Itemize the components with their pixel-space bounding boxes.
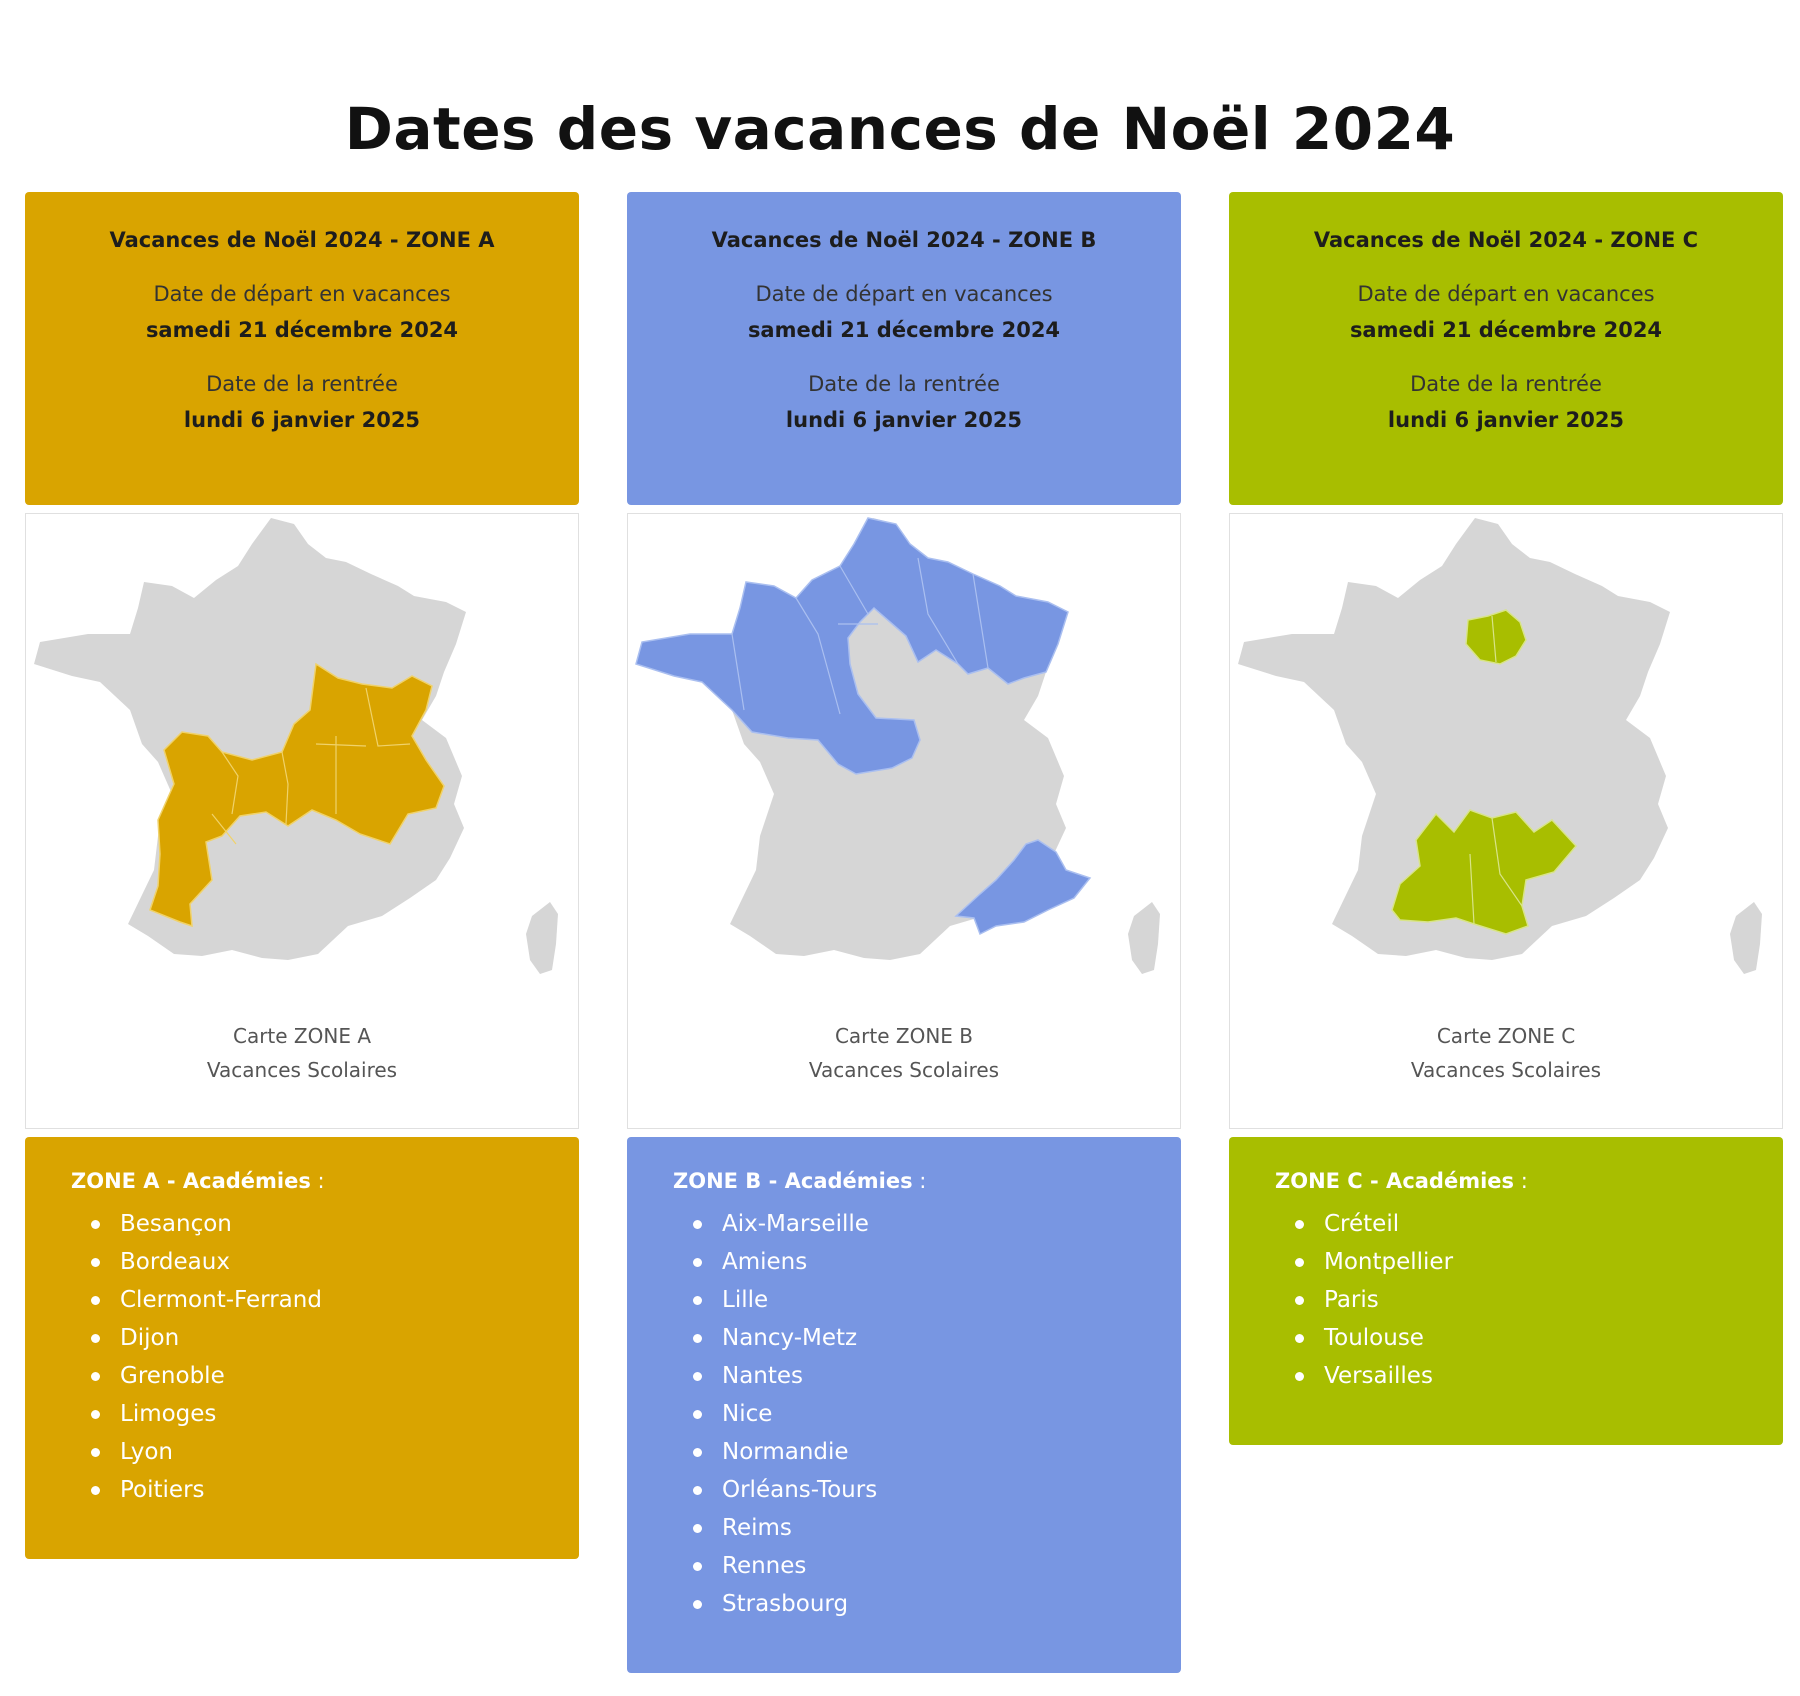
academy-name: Grenoble	[120, 1363, 225, 1389]
academy-name: Amiens	[722, 1249, 808, 1275]
corsica	[1128, 902, 1160, 974]
bullet-icon	[693, 1486, 702, 1495]
academy-name: Besançon	[120, 1211, 232, 1237]
zone-a-academies-title-text: ZONE A - Académies	[71, 1169, 311, 1193]
bullet-icon	[91, 1220, 100, 1229]
zone-b-column	[627, 192, 1181, 1673]
list-item	[71, 1357, 579, 1395]
zone-c-rentree-label: Date de la rentrée	[1410, 372, 1602, 396]
list-item	[71, 1281, 579, 1319]
zone-a-map-card	[25, 513, 579, 1129]
zone-a-academies-colon: :	[310, 1169, 325, 1193]
zone-c-academies-list	[1275, 1205, 1783, 1395]
bullet-icon	[693, 1524, 702, 1533]
bullet-icon	[693, 1600, 702, 1609]
zone-c-france-map	[1230, 514, 1782, 1014]
zone-b-map-subcaption: Vacances Scolaires	[808, 1058, 1000, 1082]
bullet-icon	[1295, 1258, 1304, 1267]
bullet-icon	[91, 1448, 100, 1457]
zone-b-academies-box	[627, 1137, 1181, 1673]
list-item	[673, 1395, 1181, 1433]
list-item	[71, 1205, 579, 1243]
academy-name: Orléans-Tours	[722, 1477, 878, 1503]
zone-a-map-subcaption: Vacances Scolaires	[206, 1058, 398, 1082]
academy-name: Lyon	[120, 1439, 173, 1465]
zone-c-academies-title-text: ZONE C - Académies	[1275, 1169, 1515, 1193]
zone-a-column	[25, 192, 579, 1559]
bullet-icon	[693, 1410, 702, 1419]
list-item	[673, 1243, 1181, 1281]
bullet-icon	[1295, 1296, 1304, 1305]
academy-name: Lille	[722, 1287, 769, 1313]
zone-c-header: Vacances de Noël 2024 - ZONE C	[1313, 228, 1699, 252]
bullet-icon	[693, 1334, 702, 1343]
list-item	[673, 1205, 1181, 1243]
academy-name: Reims	[722, 1515, 792, 1541]
list-item	[1275, 1319, 1783, 1357]
list-item	[673, 1357, 1181, 1395]
zone-a-map-caption: Carte ZONE A	[232, 1024, 372, 1048]
academy-name: Dijon	[120, 1325, 180, 1351]
zone-c-depart-date: samedi 21 décembre 2024	[1349, 318, 1663, 342]
zone-c-column	[1229, 192, 1783, 1445]
bullet-icon	[1295, 1372, 1304, 1381]
zone-c-academies-colon: :	[1514, 1169, 1528, 1193]
bullet-icon	[693, 1220, 702, 1229]
list-item	[1275, 1205, 1783, 1243]
zone-a-academies-title	[71, 1169, 579, 1193]
list-item	[673, 1509, 1181, 1547]
bullet-icon	[91, 1334, 100, 1343]
zone-c-rentree-date: lundi 6 janvier 2025	[1387, 408, 1625, 432]
zone-b-map-caption: Carte ZONE B	[834, 1024, 974, 1048]
zone-b-dates-box	[627, 192, 1181, 505]
bullet-icon	[1295, 1220, 1304, 1229]
academy-name: Strasbourg	[722, 1591, 849, 1617]
academy-name: Nice	[722, 1401, 773, 1427]
bullet-icon	[91, 1372, 100, 1381]
list-item	[1275, 1281, 1783, 1319]
bullet-icon	[693, 1372, 702, 1381]
bullet-icon	[91, 1410, 100, 1419]
academy-name: Versailles	[1324, 1363, 1433, 1389]
academy-name: Aix-Marseille	[722, 1211, 869, 1237]
list-item	[673, 1547, 1181, 1585]
academy-name: Montpellier	[1324, 1249, 1454, 1275]
zone-c-map-caption: Carte ZONE C	[1436, 1024, 1576, 1048]
list-item	[71, 1433, 579, 1471]
zone-a-header: Vacances de Noël 2024 - ZONE A	[109, 228, 495, 252]
zone-b-rentree-label: Date de la rentrée	[808, 372, 1000, 396]
zone-b-france-map	[628, 514, 1180, 1014]
zone-b-academies-title-text: ZONE B - Académies	[673, 1169, 913, 1193]
academy-name: Rennes	[722, 1553, 807, 1579]
academy-name: Limoges	[120, 1401, 217, 1427]
academy-name: Nancy-Metz	[722, 1325, 858, 1351]
zone-c-map-subcaption: Vacances Scolaires	[1410, 1058, 1602, 1082]
list-item	[673, 1433, 1181, 1471]
bullet-icon	[693, 1296, 702, 1305]
zone-a-france-map	[26, 514, 578, 1014]
zone-c-academies-title	[1275, 1169, 1783, 1193]
zone-c-academies-box	[1229, 1137, 1783, 1445]
academy-name: Paris	[1324, 1287, 1379, 1313]
zone-c-dates-box	[1229, 192, 1783, 505]
list-item	[71, 1243, 579, 1281]
zone-b-academies-list	[673, 1205, 1181, 1623]
list-item	[71, 1395, 579, 1433]
page-title: Dates des vacances de Noël 2024	[344, 94, 1456, 163]
list-item	[1275, 1243, 1783, 1281]
corsica	[1730, 902, 1762, 974]
zone-b-academies-title	[673, 1169, 1181, 1193]
bullet-icon	[1295, 1334, 1304, 1343]
bullet-icon	[693, 1258, 702, 1267]
corsica	[526, 902, 558, 974]
zone-b-header: Vacances de Noël 2024 - ZONE B	[711, 228, 1097, 252]
academy-name: Nantes	[722, 1363, 804, 1389]
list-item	[673, 1281, 1181, 1319]
academy-name: Toulouse	[1324, 1325, 1424, 1351]
zone-a-rentree-label: Date de la rentrée	[206, 372, 398, 396]
zone-a-academies-list	[71, 1205, 579, 1509]
zone-b-map-card	[627, 513, 1181, 1129]
bullet-icon	[91, 1486, 100, 1495]
zone-b-rentree-date: lundi 6 janvier 2025	[785, 408, 1023, 432]
academy-name: Normandie	[722, 1439, 849, 1465]
academy-name: Créteil	[1324, 1211, 1400, 1237]
zone-b-depart-date: samedi 21 décembre 2024	[747, 318, 1061, 342]
bullet-icon	[693, 1562, 702, 1571]
zone-a-academies-box	[25, 1137, 579, 1559]
bullet-icon	[91, 1258, 100, 1267]
list-item	[1275, 1357, 1783, 1395]
zone-a-rentree-date: lundi 6 janvier 2025	[183, 408, 421, 432]
academy-name: Bordeaux	[120, 1249, 230, 1275]
zone-c-depart-label: Date de départ en vacances	[1357, 282, 1655, 306]
academy-name: Poitiers	[120, 1477, 205, 1503]
zone-b-academies-colon: :	[912, 1169, 927, 1193]
list-item	[71, 1471, 579, 1509]
list-item	[71, 1319, 579, 1357]
list-item	[673, 1471, 1181, 1509]
bullet-icon	[91, 1296, 100, 1305]
zone-a-dates-box	[25, 192, 579, 505]
zone-a-depart-label: Date de départ en vacances	[153, 282, 451, 306]
zone-b-depart-label: Date de départ en vacances	[755, 282, 1053, 306]
list-item	[673, 1319, 1181, 1357]
academy-name: Clermont-Ferrand	[120, 1287, 322, 1313]
bullet-icon	[693, 1448, 702, 1457]
zone-a-depart-date: samedi 21 décembre 2024	[145, 318, 459, 342]
list-item	[673, 1585, 1181, 1623]
zone-c-map-card	[1229, 513, 1783, 1129]
